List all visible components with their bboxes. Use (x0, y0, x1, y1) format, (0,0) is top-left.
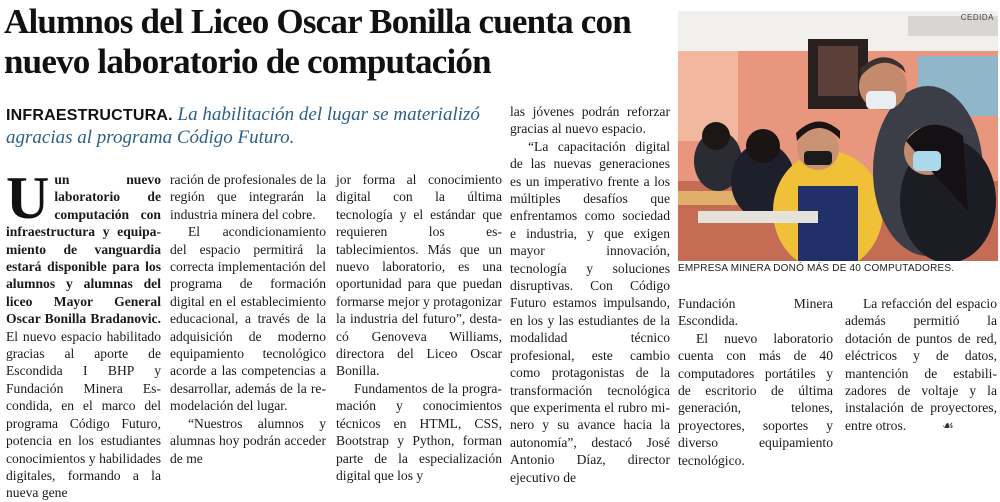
end-mark-icon: ☙ (942, 418, 954, 434)
lab-photo (678, 11, 998, 261)
body-column-2: ración de profesionales de la región que integrarán la industria minera del cobre. El acondicionamiento del espacio permitirá la correcta implementación del programa de formación digital en el establecimiento educacional, a través de la adquisición de moderno equipamiento tecnológico acorde a las competencias a desarrollar, además de la remodelación del lugar. “Nuestros alumnos y alumnas hoy podrán acceder de me (170, 172, 326, 466)
body-column-4: las jóvenes podrán reforzar gracias al nuevo espacio. “La capacitación digital de las nuevas generaciones es un imperativo frente a los múltiples desafíos que enfrentamos como sociedad e industria, y que exigen mayor innovación, tecnología y soluciones disruptivas. Con Código Futuro estamos impulsando, en los y las estudiantes de la modalidad técnico profesional, este cambio como protagonistas de la transformación tecnológica que experimenta el rubro minero y su avance hacia la autonomía”, destacó José Antonio Díaz, director ejecutivo de (510, 104, 670, 485)
body-column-6: La refacción del espacio además permitió la dotación de puntos de red, eléctricos y de datos, mantención de estabilizadores de voltaje y la instalación de proyectores, entre otros. ☙ (845, 296, 997, 434)
headline: Alumnos del Liceo Oscar Bonilla cuenta con nuevo laboratorio de computación (4, 2, 631, 81)
students-laboratory-image (678, 11, 998, 261)
photo-caption: EMPRESA MINERA DONÓ MÁS DE 40 COMPUTADORES. (678, 263, 955, 274)
photo-credit: CEDIDA (960, 13, 994, 22)
drop-cap: U (6, 165, 50, 231)
deck (6, 104, 502, 149)
intro-bold-text: un nuevo laboratorio de computación con infraestructura y equipamiento de vanguardia estará disponible para los alumnos y alumnas del liceo Mayor General Oscar Bonilla Bradanovic. (6, 172, 161, 327)
lede: La habilitación del lugar se materializó agracias al programa Código Futuro. (6, 104, 480, 148)
body-column-1: Uun nuevo laboratorio de computación con infraestructura y equipamiento de vanguardia estará disponible para los alumnos y alumnas del liceo Mayor General Oscar Bonilla Bradanovic. El nuevo espacio habilitado gracias al aporte de Escondida I BHP y Fundación Minera Escondida, en el marco del programa Código Futuro, potencia en los estudiantes conocimientos y habilidades digitales, formando a la nueva gene (6, 165, 161, 501)
body-column-3: jor forma al conocimiento digital con la última tecnología y el estándar que requieren los establecimientos. Más que un nuevo laboratorio, es una oportunidad para que puedan formarse mejor y protagonizar la industria del futuro”, destacó Genoveva Williams, directora del Liceo Oscar Bonilla. Fundamentos de la programación y conocimientos técnicos en HTML, CSS, Bootstrap y Python, forman parte de la especialización digital que los y (336, 172, 502, 483)
body-column-5: Fundación Minera Escondida. El nuevo laboratorio cuenta con más de 40 computadores portátiles y de escritorio de última generación, telones, proyectores, soportes y diverso equipamiento tecnológico. (678, 296, 833, 468)
kicker: INFRAESTRUCTURA. (6, 107, 173, 124)
